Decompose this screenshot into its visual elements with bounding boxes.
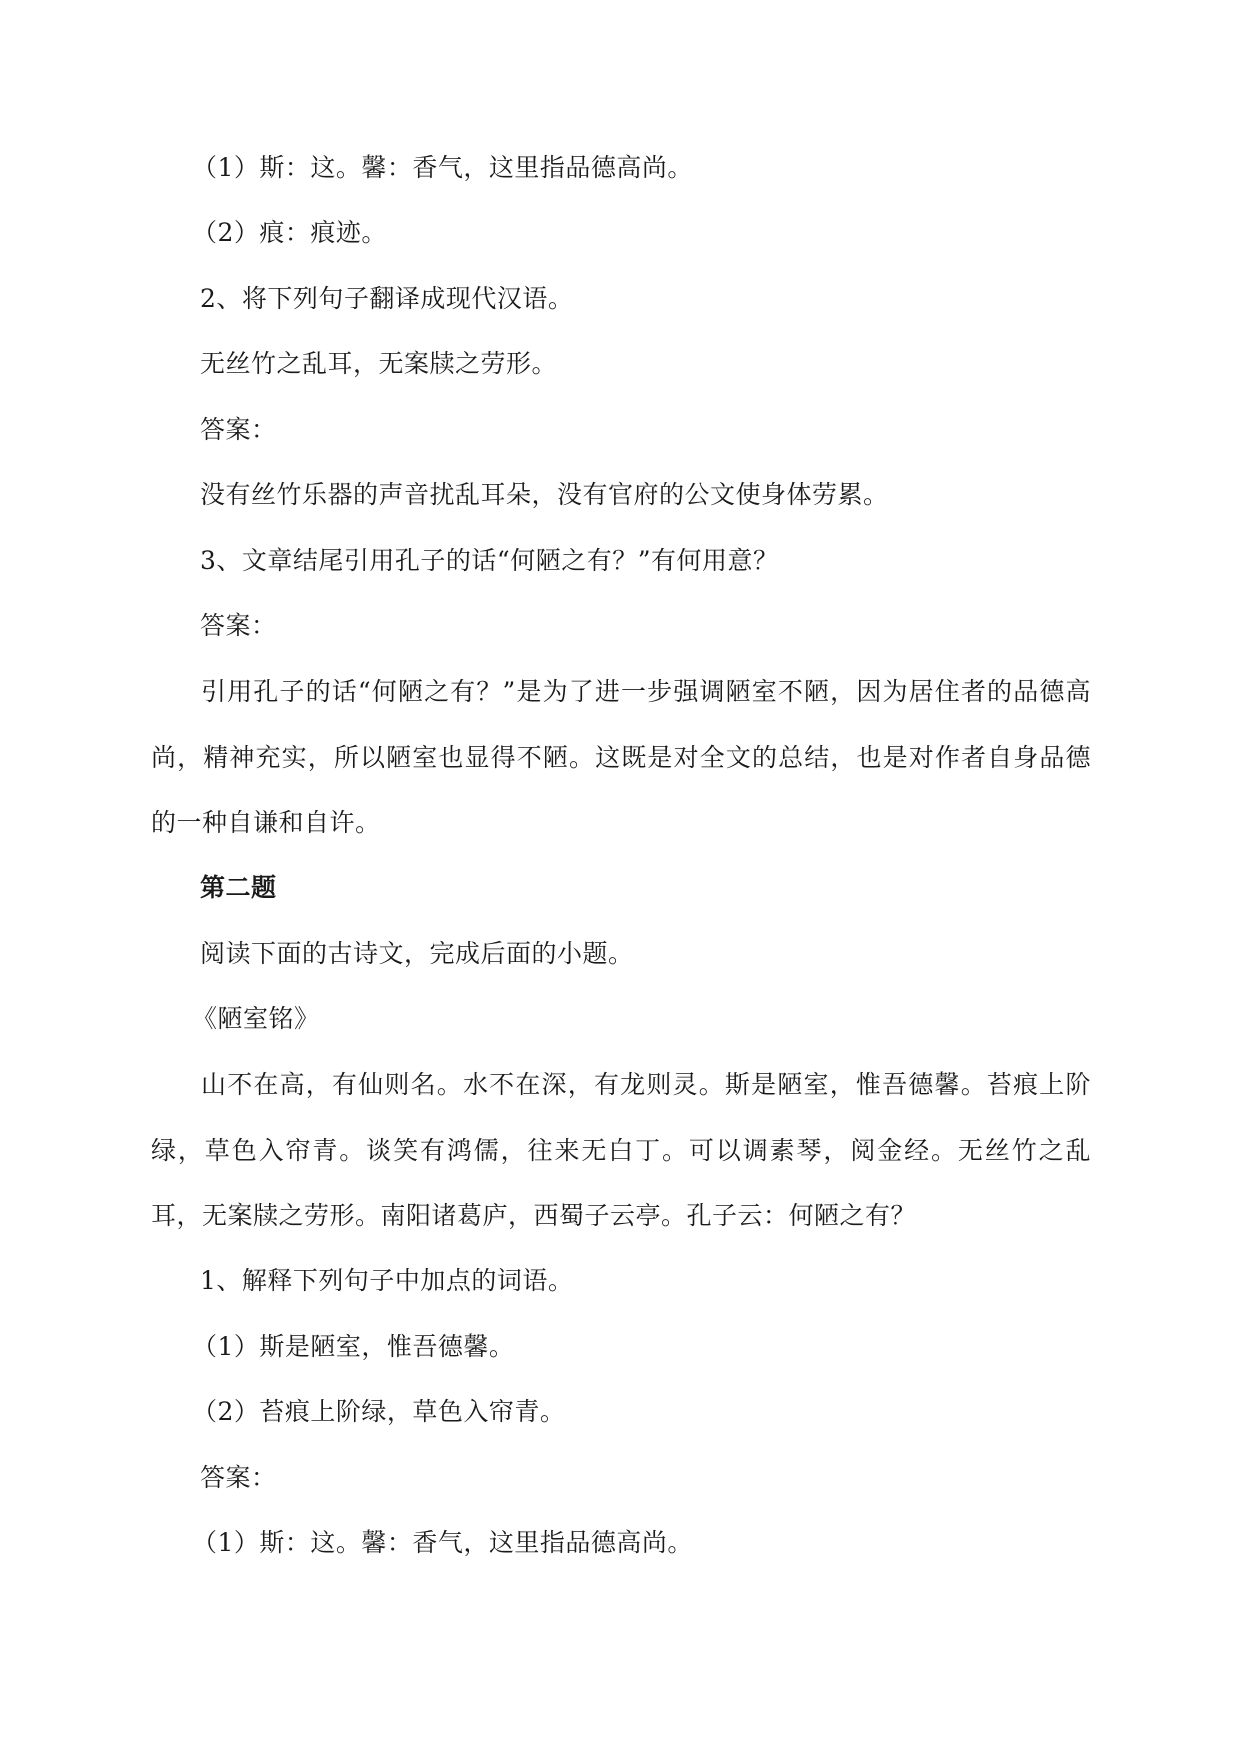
answer-paragraph: 引用孔子的话“何陋之有？”是为了进一步强调陋室不陋，因为居住者的品德高尚，精神充实，所以陋室也显得不陋。这既是对全文的总结，也是对作者自身品德的一种自谦和自许。 <box>151 677 1091 837</box>
question-1-item-2: （2）苔痕上阶绿，草色入帘青。 <box>192 1397 566 1426</box>
answer-line-2: （2）痕：痕迹。 <box>192 218 387 247</box>
question-2: 2、将下列句子翻译成现代汉语。 <box>200 284 574 313</box>
answer-label-3: 答案： <box>200 1463 277 1492</box>
question-1-item-1: （1）斯是陋室，惟吾德馨。 <box>192 1332 515 1361</box>
answer-line-1: （1）斯：这。馨：香气，这里指品德高尚。 <box>192 153 693 182</box>
section-heading-2: 第二题 <box>200 873 277 902</box>
answer-label-2: 答案： <box>200 611 277 640</box>
section-instruction: 阅读下面的古诗文，完成后面的小题。 <box>200 939 634 968</box>
question-2-sentence: 无丝竹之乱耳，无案牍之劳形。 <box>200 349 558 378</box>
answer-translation: 没有丝竹乐器的声音扰乱耳朵，没有官府的公文使身体劳累。 <box>200 480 889 509</box>
question-1: 1、解释下列句子中加点的词语。 <box>200 1266 574 1295</box>
poem-title: 《陋室铭》 <box>192 1004 320 1033</box>
question-3: 3、文章结尾引用孔子的话“何陋之有？”有何用意？ <box>200 546 779 575</box>
answer-label-1: 答案： <box>200 415 277 444</box>
answer-line-3: （1）斯：这。馨：香气，这里指品德高尚。 <box>192 1528 693 1557</box>
poem-paragraph: 山不在高，有仙则名。水不在深，有龙则灵。斯是陋室，惟吾德馨。苔痕上阶绿，草色入帘青。谈笑有鸿儒，往来无白丁。可以调素琴，阅金经。无丝竹之乱耳，无案牍之劳形。南阳诸葛庐，西蜀子云亭。孔子云：何陋之有？ <box>151 1070 1091 1230</box>
